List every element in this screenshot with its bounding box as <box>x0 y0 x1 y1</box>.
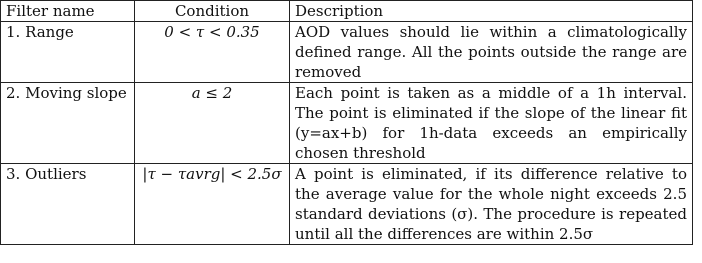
description-cell: Each point is taken as a middle of a 1h interval. The point is eliminated if the slope of the linear fit (y=ax+b) for 1h-data exceeds an empirically chosen threshold <box>290 83 693 164</box>
table-header <box>1 1 693 22</box>
description-cell: AOD values should lie within a climatologically defined range. All the points outside the range are removed <box>290 22 693 83</box>
description-cell: A point is eliminated, if its difference relative to the average value for the whole night exceeds 2.5 standard deviations (σ). The procedure is repeated until all the differences are within 2.5σ <box>290 164 693 245</box>
table-row <box>1 164 693 245</box>
filter-name-cell: 3. Outliers <box>1 164 135 245</box>
header-row <box>1 1 693 22</box>
condition-cell: 0 < τ < 0.35 <box>135 22 290 83</box>
header-description: Description <box>290 1 693 22</box>
condition-cell: a ≤ 2 <box>135 83 290 164</box>
header-condition: Condition <box>135 1 290 22</box>
header-filter-name: Filter name <box>1 1 135 22</box>
condition-cell: |τ − τavrg| < 2.5σ <box>135 164 290 245</box>
filter-name-cell: 2. Moving slope <box>1 83 135 164</box>
table-row <box>1 22 693 83</box>
table-row <box>1 83 693 164</box>
table-body <box>1 22 693 245</box>
filter-name-cell: 1. Range <box>1 22 135 83</box>
